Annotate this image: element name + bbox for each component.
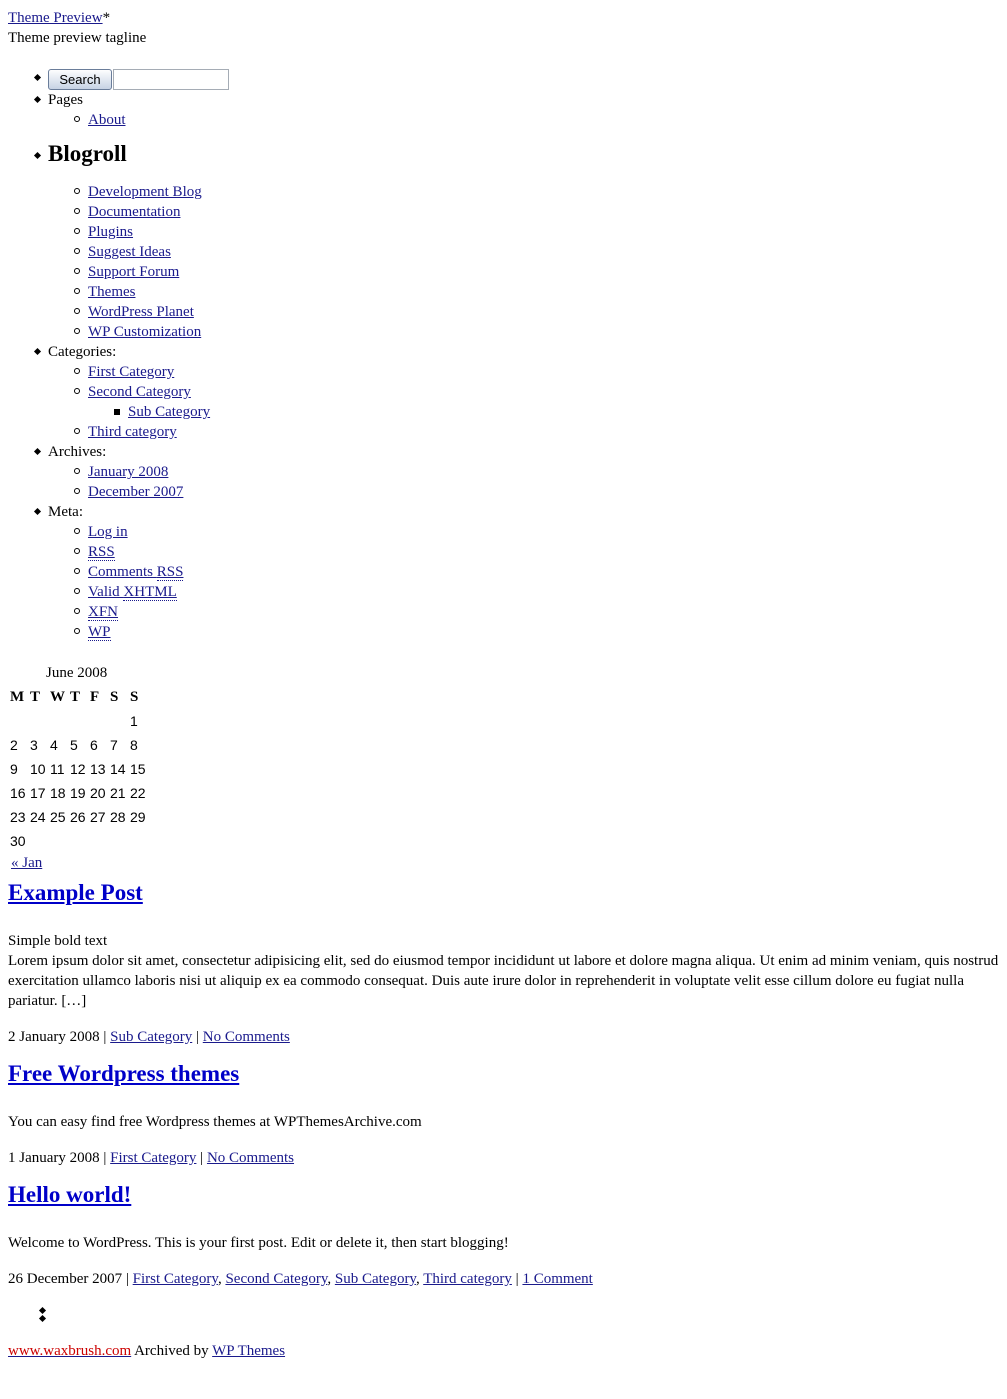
archived-by-text: Archived by bbox=[131, 1343, 213, 1359]
weekday: S bbox=[110, 689, 119, 705]
calendar-day: 26 bbox=[70, 809, 86, 825]
calendar-day: 11 bbox=[50, 761, 65, 777]
calendar-day: 15 bbox=[130, 761, 146, 777]
meta-title: Meta: bbox=[48, 504, 83, 520]
xhtml-abbr: XHTML bbox=[123, 584, 177, 600]
blogroll-link-themes[interactable]: Themes bbox=[88, 284, 136, 300]
calendar-day: 10 bbox=[30, 761, 46, 777]
calendar-day: 18 bbox=[50, 785, 66, 801]
calendar-day bbox=[10, 709, 28, 733]
archives-widget bbox=[48, 442, 999, 502]
calendar-day: 17 bbox=[30, 785, 46, 801]
calendar-day bbox=[50, 709, 68, 733]
calendar-day bbox=[110, 829, 128, 853]
pages-widget bbox=[48, 90, 999, 130]
calendar-day: 7 bbox=[110, 737, 118, 753]
search-widget bbox=[48, 68, 999, 90]
calendar-day: 24 bbox=[30, 809, 46, 825]
calendar-day: 29 bbox=[130, 809, 146, 825]
category-item bbox=[88, 382, 999, 422]
blogroll-item bbox=[88, 302, 999, 322]
weekday: S bbox=[130, 689, 139, 705]
category-link-sub[interactable]: Sub Category bbox=[128, 404, 211, 420]
post-date: 26 December 2007 bbox=[8, 1271, 123, 1287]
calendar-day: 13 bbox=[90, 761, 106, 777]
calendar-caption: June 2008 bbox=[46, 665, 108, 681]
weekday: F bbox=[90, 689, 100, 705]
blogroll-link-plugins[interactable]: Plugins bbox=[88, 224, 134, 240]
post-date: 1 January 2008 bbox=[8, 1150, 100, 1166]
blogroll-link-wordpress-planet[interactable]: WordPress Planet bbox=[88, 304, 194, 320]
site-tagline: Theme preview tagline bbox=[8, 30, 147, 46]
category-link-second[interactable]: Second Category bbox=[88, 384, 191, 400]
post bbox=[8, 1056, 999, 1168]
calendar-day: 9 bbox=[10, 761, 18, 777]
post-title-link[interactable]: Example Post bbox=[8, 880, 143, 905]
meta-separator: | bbox=[99, 1029, 111, 1045]
calendar-weekdays bbox=[10, 685, 148, 709]
wp-themes-link[interactable]: WP Themes bbox=[212, 1343, 286, 1359]
meta-item bbox=[88, 622, 999, 642]
post-meta bbox=[8, 1148, 999, 1168]
calendar-day bbox=[90, 829, 108, 853]
subcategory-item bbox=[128, 402, 999, 422]
archive-link-january-2008[interactable]: January 2008 bbox=[88, 464, 169, 480]
calendar-day: 22 bbox=[130, 785, 146, 801]
post-title-link[interactable]: Hello world! bbox=[8, 1182, 132, 1207]
calendar-day: 20 bbox=[90, 785, 106, 801]
calendar-day: 30 bbox=[10, 833, 26, 849]
site-header bbox=[8, 8, 999, 28]
blogroll-link-development-blog[interactable]: Development Blog bbox=[88, 184, 202, 200]
meta-comma: , bbox=[327, 1271, 335, 1287]
meta-separator: | bbox=[511, 1271, 523, 1287]
calendar-week bbox=[10, 757, 148, 781]
calendar-day: 1 bbox=[130, 713, 138, 729]
calendar-day bbox=[110, 709, 128, 733]
calendar-day: 14 bbox=[110, 761, 126, 777]
calendar-day: 2 bbox=[10, 737, 18, 753]
blogroll-link-wp-customization[interactable]: WP Customization bbox=[88, 324, 202, 340]
calendar-prev-month-link[interactable]: « Jan bbox=[11, 855, 43, 871]
waxbrush-link[interactable] bbox=[8, 1343, 131, 1359]
weekday: W bbox=[50, 689, 65, 705]
calendar-day: 28 bbox=[110, 809, 126, 825]
post-title bbox=[8, 1177, 999, 1215]
meta-widget bbox=[48, 502, 999, 642]
post-category-link[interactable]: Second Category bbox=[225, 1271, 328, 1287]
site-title-link[interactable]: Theme Preview bbox=[8, 10, 103, 26]
blogroll-title: Blogroll bbox=[48, 141, 127, 166]
categories-title: Categories: bbox=[48, 344, 117, 360]
post-comments-link[interactable]: No Comments bbox=[206, 1150, 295, 1166]
calendar-day: 21 bbox=[110, 785, 126, 801]
post-comments-link[interactable]: No Comments bbox=[202, 1029, 290, 1045]
post-category-link[interactable]: Third category bbox=[423, 1271, 512, 1287]
calendar-day bbox=[30, 709, 48, 733]
post-comments-link[interactable]: 1 Comment bbox=[522, 1271, 593, 1287]
calendar-day: 16 bbox=[10, 785, 26, 801]
weekday: T bbox=[30, 689, 41, 705]
archive-link-december-2007[interactable]: December 2007 bbox=[88, 484, 184, 500]
calendar-week bbox=[10, 733, 148, 757]
weekday: M bbox=[10, 689, 25, 705]
rss-link[interactable] bbox=[88, 544, 115, 561]
comments-rss-abbr: RSS bbox=[156, 564, 184, 580]
blogroll-item bbox=[88, 282, 999, 302]
calendar-day bbox=[30, 829, 48, 853]
blogroll-widget bbox=[48, 130, 999, 342]
search-button[interactable]: Search bbox=[48, 69, 112, 90]
calendar-day: 4 bbox=[50, 737, 58, 753]
calendar-day: 8 bbox=[130, 737, 138, 753]
wp-link[interactable] bbox=[88, 624, 111, 641]
blogroll-item bbox=[88, 242, 999, 262]
archive-item bbox=[88, 482, 999, 502]
post-body-line: Welcome to WordPress. This is your first post. Edit or delete it, then start blogging! bbox=[8, 1235, 509, 1251]
calendar-week bbox=[10, 805, 148, 829]
post-body bbox=[8, 931, 999, 1011]
post bbox=[8, 875, 999, 1047]
blogroll-item bbox=[88, 262, 999, 282]
post-category-link[interactable]: Sub Category bbox=[110, 1029, 193, 1045]
category-link-third[interactable]: Third category bbox=[88, 424, 177, 440]
empty-navigation-list bbox=[8, 1307, 999, 1323]
post-title bbox=[8, 1056, 999, 1094]
post-body-line: Lorem ipsum dolor sit amet, consectetur adipisicing elit, sed do eiusmod tempor incididunt ut labore et dolore magna aliqua. Ut enim ad minim veniam, quis nostrud exercitation ullamco laboris nisi ut aliquip ex ea commodo consequat. Duis aute irure dolor in reprehenderit in voluptate velit esse cillum dolore eu fugiat nulla pariatur. […] bbox=[8, 953, 999, 1009]
valid-xhtml-prefix: Valid bbox=[88, 584, 124, 600]
wp-abbr: WP bbox=[88, 624, 111, 640]
calendar-day bbox=[70, 709, 88, 733]
category-item bbox=[88, 362, 999, 382]
post-meta bbox=[8, 1269, 999, 1289]
empty-list-item bbox=[48, 1307, 999, 1315]
categories-widget bbox=[48, 342, 999, 442]
post bbox=[8, 1177, 999, 1289]
login-link[interactable]: Log in bbox=[88, 524, 128, 540]
post-category-link[interactable]: Sub Category bbox=[334, 1271, 416, 1287]
calendar-day bbox=[130, 829, 148, 853]
meta-item bbox=[88, 562, 999, 582]
post-body-line: You can easy find free Wordpress themes at WPThemesArchive.com bbox=[8, 1114, 422, 1130]
post-category-link[interactable]: First Category bbox=[110, 1150, 197, 1166]
calendar-day: 3 bbox=[30, 737, 38, 753]
comments-rss-link[interactable] bbox=[88, 564, 183, 581]
post-category-link[interactable]: First Category bbox=[132, 1271, 218, 1287]
page-item-about bbox=[88, 110, 999, 130]
category-link-first[interactable]: First Category bbox=[88, 364, 175, 380]
calendar-day: 27 bbox=[90, 809, 106, 825]
waxbrush-link-text: www.waxbrush.com bbox=[8, 1343, 132, 1359]
xfn-link[interactable] bbox=[88, 604, 118, 621]
xfn-abbr: XFN bbox=[88, 604, 119, 620]
calendar-day: 25 bbox=[50, 809, 66, 825]
post-body-line: Simple bold text bbox=[8, 933, 108, 949]
calendar-day bbox=[50, 829, 68, 853]
empty-list-item bbox=[48, 1315, 999, 1323]
search-input[interactable] bbox=[113, 69, 229, 90]
about-link[interactable]: About bbox=[88, 112, 126, 128]
calendar-day: 5 bbox=[70, 737, 78, 753]
calendar-day: 12 bbox=[70, 761, 86, 777]
calendar bbox=[8, 663, 150, 853]
footer bbox=[8, 1341, 999, 1361]
category-item bbox=[88, 422, 999, 442]
calendar-day bbox=[90, 709, 108, 733]
blogroll-link-suggest-ideas[interactable]: Suggest Ideas bbox=[88, 244, 171, 260]
archives-title: Archives: bbox=[48, 444, 107, 460]
blogroll-item bbox=[88, 222, 999, 242]
meta-item bbox=[88, 582, 999, 602]
meta-separator: | bbox=[99, 1150, 111, 1166]
rss-abbr: RSS bbox=[88, 544, 115, 560]
meta-item bbox=[88, 522, 999, 542]
pages-title: Pages bbox=[48, 92, 83, 108]
meta-separator: | bbox=[192, 1029, 203, 1045]
post-body bbox=[8, 1233, 999, 1253]
blogroll-link-documentation[interactable]: Documentation bbox=[88, 204, 181, 220]
blogroll-item bbox=[88, 322, 999, 342]
calendar-day: 23 bbox=[10, 809, 26, 825]
title-asterisk: * bbox=[102, 10, 111, 26]
calendar-week bbox=[10, 781, 148, 805]
meta-comma: , bbox=[415, 1271, 424, 1287]
post-title-link[interactable]: Free Wordpress themes bbox=[8, 1061, 240, 1086]
post-date: 2 January 2008 bbox=[8, 1029, 100, 1045]
post-title bbox=[8, 875, 999, 913]
calendar-week bbox=[10, 829, 148, 853]
meta-item bbox=[88, 602, 999, 622]
meta-comma: , bbox=[217, 1271, 226, 1287]
blogroll-link-support-forum[interactable]: Support Forum bbox=[88, 264, 180, 280]
valid-xhtml-link[interactable] bbox=[88, 584, 177, 601]
meta-separator: | bbox=[122, 1271, 133, 1287]
calendar-week bbox=[10, 709, 148, 733]
post-meta bbox=[8, 1027, 999, 1047]
post-body bbox=[8, 1112, 999, 1132]
comments-rss-prefix: Comments bbox=[88, 564, 157, 580]
calendar-day: 6 bbox=[90, 737, 98, 753]
blogroll-item bbox=[88, 182, 999, 202]
blogroll-item bbox=[88, 202, 999, 222]
meta-separator: | bbox=[196, 1150, 207, 1166]
meta-item bbox=[88, 542, 999, 562]
calendar-day: 19 bbox=[70, 785, 86, 801]
calendar-day bbox=[70, 829, 88, 853]
sidebar bbox=[8, 68, 999, 642]
weekday: T bbox=[70, 689, 81, 705]
archive-item bbox=[88, 462, 999, 482]
